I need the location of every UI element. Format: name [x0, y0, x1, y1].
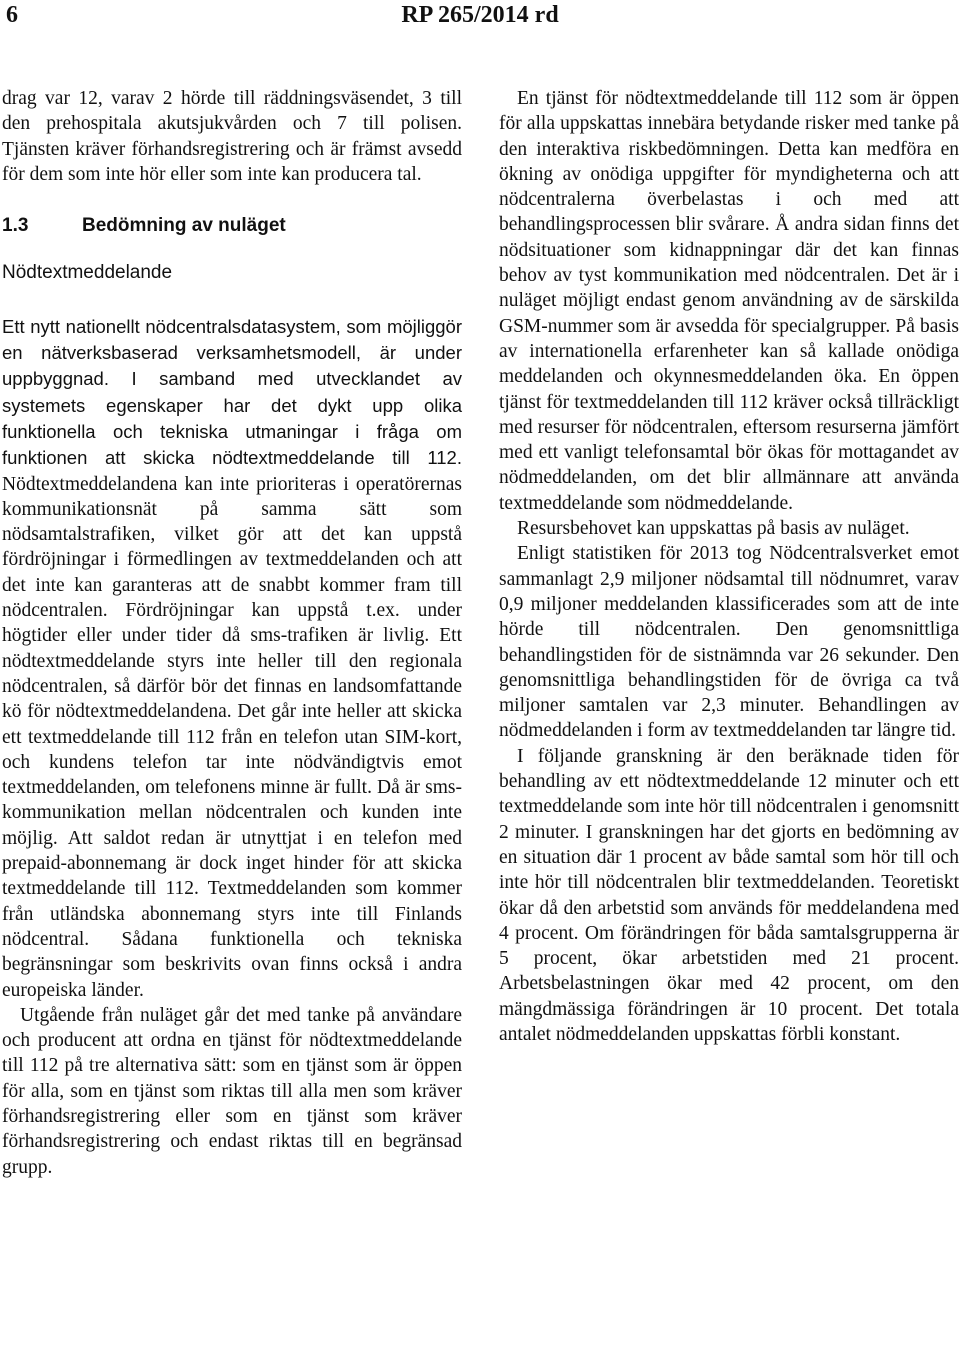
section-number: 1.3: [2, 215, 29, 237]
page-header: [0, 0, 960, 40]
right-column: [499, 86, 959, 1047]
section-title: Bedömning av nuläget: [82, 215, 286, 237]
paragraph-current-state: [2, 314, 462, 1003]
paragraph-review: I följande granskning är den beräknade tiden för behandling av ett nödtextmeddelande 12 minuter och ett textmeddelande som inte hör till nödcentralen i genomsnitt 2 minuter. I granskningen har det gjorts en bedömning av en situation där 1 procent av både samtal som hör till och inte hör till nödcentralen blir textmeddelanden. Teoretiskt ökar då den arbetstid som används för meddelandena med 4 procent. Om förändringen för båda samtalsgrupperna är 5 procent, ökar arbetstiden med 21 procent. Arbetsbelastningen ökar med 42 procent, om den mängdmässiga förändringen är 10 procent. Det totala antalet nödmeddelanden uppskattas förbli konstant.: [499, 745, 959, 1045]
paragraph-open-service: En tjänst för nödtextmeddelande till 112 som är öppen för alla uppskattas innebära betydande risker med tanke på den interaktiva riskbedömningen. Detta kan medföra en ökning av onödiga uppgifter för myndigheterna och att nödcentralerna överbelastas i och med att behandlingsprocessen blir svårare. Å andra sidan finns det nödsituationer som kidnappningar där det kan finnas behov av tyst kommunikation med nödcentralen. Det är i nuläget möjligt endast genom användning av de särskilda GSM-nummer som är avsedda för specialgrupper. På basis av internationella erfarenheter kan så kallade onödiga meddelanden och okynnesmeddelanden öka. En öppen tjänst för textmeddelanden till 112 kräver också tillräckligt med resurser för nödcentralen, eftersom resurserna jämfört med ett vanligt telefonsamtal bör ökas för mottagandet av nödmeddelanden, om det blir allmännare att använda textmeddelande som nödmeddelande.: [499, 88, 959, 514]
paragraph-resources: Resursbehovet kan uppskattas på basis av nuläget.: [517, 518, 910, 540]
paragraph-current-state-serif: Nödtextmeddelandena kan inte prioriteras i operatörernas kommunikationsnät på samma sätt som nödsamtalstrafiken, vilket gör att det kan uppstå fördröjningar i förmedlingen av textmeddelanden och att det inte kan garanteras att de snabbt kommer fram till nödcentralen. Fördröjningar kan uppstå t.ex. under högtider eller under tider då sms-trafiken är livlig. Ett nödtextmeddelande styrs inte heller till den regionala nödcentralen, så därför bör det finnas en landsomfattande kö för nödtextmeddelandena. Det går inte heller att skicka ett textmeddelande till 112 från en telefon utan SIM-kort, och kundens telefon tar inte nödvändigtvis emot textmeddelanden, om telefonens minne är fullt. Då är sms-kommunikation mellan nödcentralen och kunden inte möjlig. Att saldot redan är utnyttjat i en telefon med prepaid-abonnemang är dock inget hinder för att skicka textmeddelande till 112. Textmeddelanden som kommer från utländska abonnemang styrs inte till Finlands nödcentral. Sådana funktionella och tekniska begränsningar som beskrivits ovan finns också i andra europeiska länder.: [2, 473, 462, 1001]
paragraph-statistics: Enligt statistiken för 2013 tog Nödcentralsverket emot sammanlagt 2,9 miljoner nödsamtal till nödnumret, varav 0,9 miljoner meddelanden klassificerades som att de inte hörde till nödcentralen. Den genomsnittliga behandlingstiden för de sistnämnda var 26 sekunder. Den genomsnittliga behandlingstiden för de övriga ca två miljoner samtalen var 2,3 minuter. Behandlingen av nödmeddelanden i form av textmeddelanden tar längre tid.: [499, 543, 959, 742]
paragraph-current-state-sans: Ett nytt nationellt nödcentralsdatasystem, som möjliggör en nätverksbaserad verksamhetsmodell, är under uppbyggnad. I samband med utvecklandet av systemets egenskaper har det dykt upp olika funktionella och tekniska utmaningar i fråga om funktionen att skicka nödtextmeddelande till 112.: [2, 315, 462, 469]
page-number: 6: [6, 2, 18, 28]
subheading: Nödtextmeddelande: [2, 262, 173, 284]
section-heading: [2, 213, 462, 238]
document-reference: RP 265/2014 rd: [401, 2, 559, 28]
paragraph-alternatives: Utgående från nuläget går det med tanke på användare och producent att ordna en tjänst för nödtextmeddelande till 112 på tre alternativa sätt: som en tjänst som är öppen för alla, som en tjänst som riktas till alla men som kräver förhandsregistrering eller som en tjänst som kräver förhandsregistrering och endast riktas till en begränsad grupp.: [2, 1004, 462, 1178]
paragraph-intro-continued: drag var 12, varav 2 hörde till räddningsväsendet, 3 till den prehospitala akutsjukvården och 7 till polisen. Tjänsten kräver förhandsregistrering och är främst avsedd för dem som inte hör eller som inte kan producera tal.: [2, 88, 462, 185]
left-column: [2, 86, 462, 1180]
